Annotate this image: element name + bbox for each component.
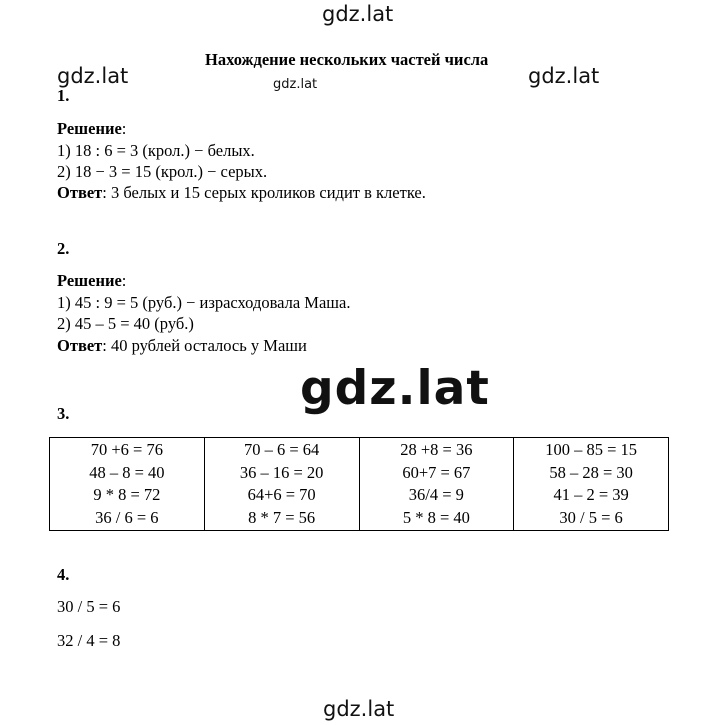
watermark-small: gdz.lat <box>273 77 318 92</box>
watermark-top: gdz.lat <box>322 2 394 26</box>
table-cell-line: 70 +6 = 76 <box>90 440 163 459</box>
task2-answer-text: : 40 рублей осталось у Маши <box>102 336 307 355</box>
watermark-bottom: gdz.lat <box>323 697 395 721</box>
table-cell-line: 60+7 = 67 <box>402 462 471 482</box>
table-cell-line: 70 – 6 = 64 <box>243 440 320 459</box>
watermark-right: gdz.lat <box>528 64 600 88</box>
table-cell-line: 36/4 = 9 <box>408 485 464 504</box>
task2-number: 2. <box>57 239 70 258</box>
task2-solution-heading <box>57 271 126 291</box>
task1-answer <box>57 183 426 203</box>
task1-solution-heading <box>57 119 126 139</box>
task2-answer-label: Ответ <box>57 336 103 355</box>
task3-number: 3. <box>57 404 70 423</box>
task1-line-2: 2) 18 − 3 = 15 (крол.) − серых. <box>57 162 268 181</box>
task1-answer-text: : 3 белых и 15 серых кроликов сидит в клетке. <box>102 183 426 202</box>
task4-line-1: 30 / 5 = 6 <box>57 597 121 616</box>
task3-cell-col4 <box>514 438 669 531</box>
task2-solution-label: Решение <box>57 271 122 290</box>
table-cell-line: 30 / 5 = 6 <box>559 507 623 527</box>
task2-solution-colon: : <box>121 271 127 290</box>
watermark-left: gdz.lat <box>57 64 129 88</box>
table-cell-line: 100 – 85 = 15 <box>545 440 638 459</box>
table-cell-line: 64+6 = 70 <box>247 485 316 504</box>
table-cell-line: 5 * 8 = 40 <box>402 507 470 527</box>
table-cell-line: 41 – 2 = 39 <box>553 485 629 504</box>
table-cell-line: 8 * 7 = 56 <box>248 507 316 527</box>
task3-cell-col1 <box>50 438 205 531</box>
task3-cell-col2 <box>204 438 359 531</box>
watermark-big: gdz.lat <box>300 361 490 416</box>
task4-number: 4. <box>57 565 70 584</box>
task3-cell-col3 <box>359 438 514 531</box>
task2-line-1: 1) 45 : 9 = 5 (руб.) − израсходовала Маша. <box>57 293 351 312</box>
task3-row <box>50 438 669 531</box>
table-cell-line: 28 +8 = 36 <box>400 440 473 459</box>
task2-line-2: 2) 45 – 5 = 40 (руб.) <box>57 314 194 333</box>
task2-answer <box>57 336 307 356</box>
table-cell-line: 36 – 16 = 20 <box>239 462 324 482</box>
table-cell-line: 36 / 6 = 6 <box>95 507 159 527</box>
page-title: Нахождение нескольких частей числа <box>205 50 489 69</box>
task1-answer-label: Ответ <box>57 183 103 202</box>
task1-solution-colon: : <box>121 119 127 138</box>
task4-line-2: 32 / 4 = 8 <box>57 631 121 650</box>
task3-table <box>49 437 669 531</box>
task1-solution-label: Решение <box>57 119 122 138</box>
table-cell-line: 48 – 8 = 40 <box>89 462 165 482</box>
table-cell-line: 9 * 8 = 72 <box>93 485 161 504</box>
table-cell-line: 58 – 28 = 30 <box>549 462 633 482</box>
task1-line-1: 1) 18 : 6 = 3 (крол.) − белых. <box>57 141 255 160</box>
task1-number: 1. <box>57 86 70 105</box>
